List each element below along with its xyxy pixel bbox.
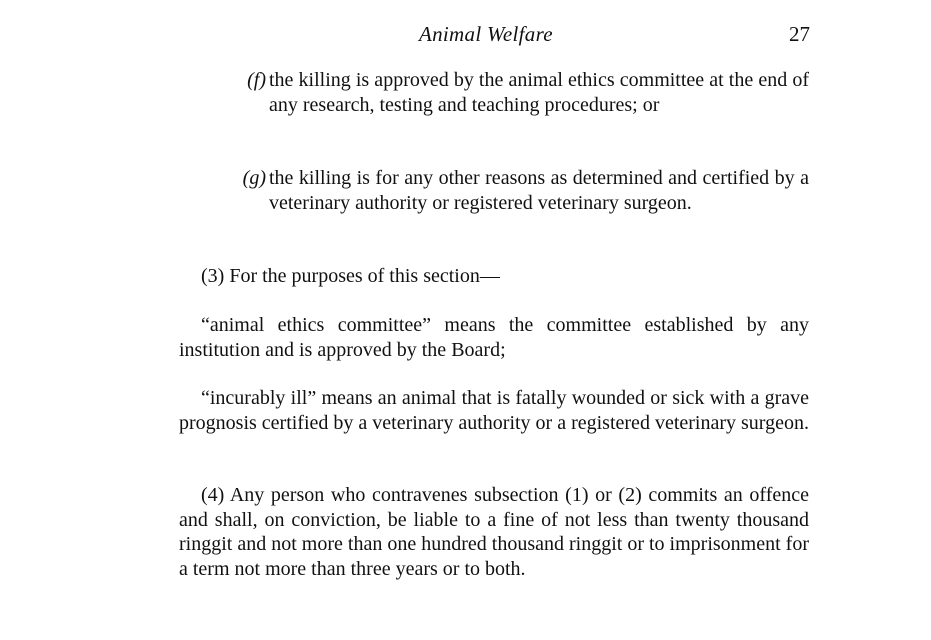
- page-number: 27: [789, 22, 810, 46]
- list-item-f: [179, 68, 809, 117]
- list-item-g: [179, 166, 809, 215]
- item-marker: (g): [242, 167, 266, 189]
- subsection-3: (3) For the purposes of this section—: [201, 265, 500, 287]
- definition-animal-ethics-committee: “animal ethics committee” means the committee established by any institution and is approved by the Board;: [179, 314, 809, 361]
- running-title: Animal Welfare: [419, 22, 553, 46]
- item-text: the killing is for any other reasons as determined and certified by a veterinary authority or registered veterinary surgeon.: [269, 167, 809, 214]
- page-header: [0, 22, 931, 52]
- item-text: the killing is approved by the animal ethics committee at the end of any research, testing and teaching procedures; or: [269, 69, 809, 116]
- subsection-4: (4) Any person who contravenes subsection (1) or (2) commits an offence and shall, on conviction, be liable to a fine of not less than twenty thousand ringgit and not more than one hundred thousand ringgit or to imprisonment for a term not more than three years or to both.: [179, 484, 809, 580]
- item-marker: (f): [247, 69, 266, 91]
- definition-incurably-ill: “incurably ill” means an animal that is fatally wounded or sick with a grave prognosis certified by a veterinary authority or a registered veterinary surgeon.: [179, 387, 809, 434]
